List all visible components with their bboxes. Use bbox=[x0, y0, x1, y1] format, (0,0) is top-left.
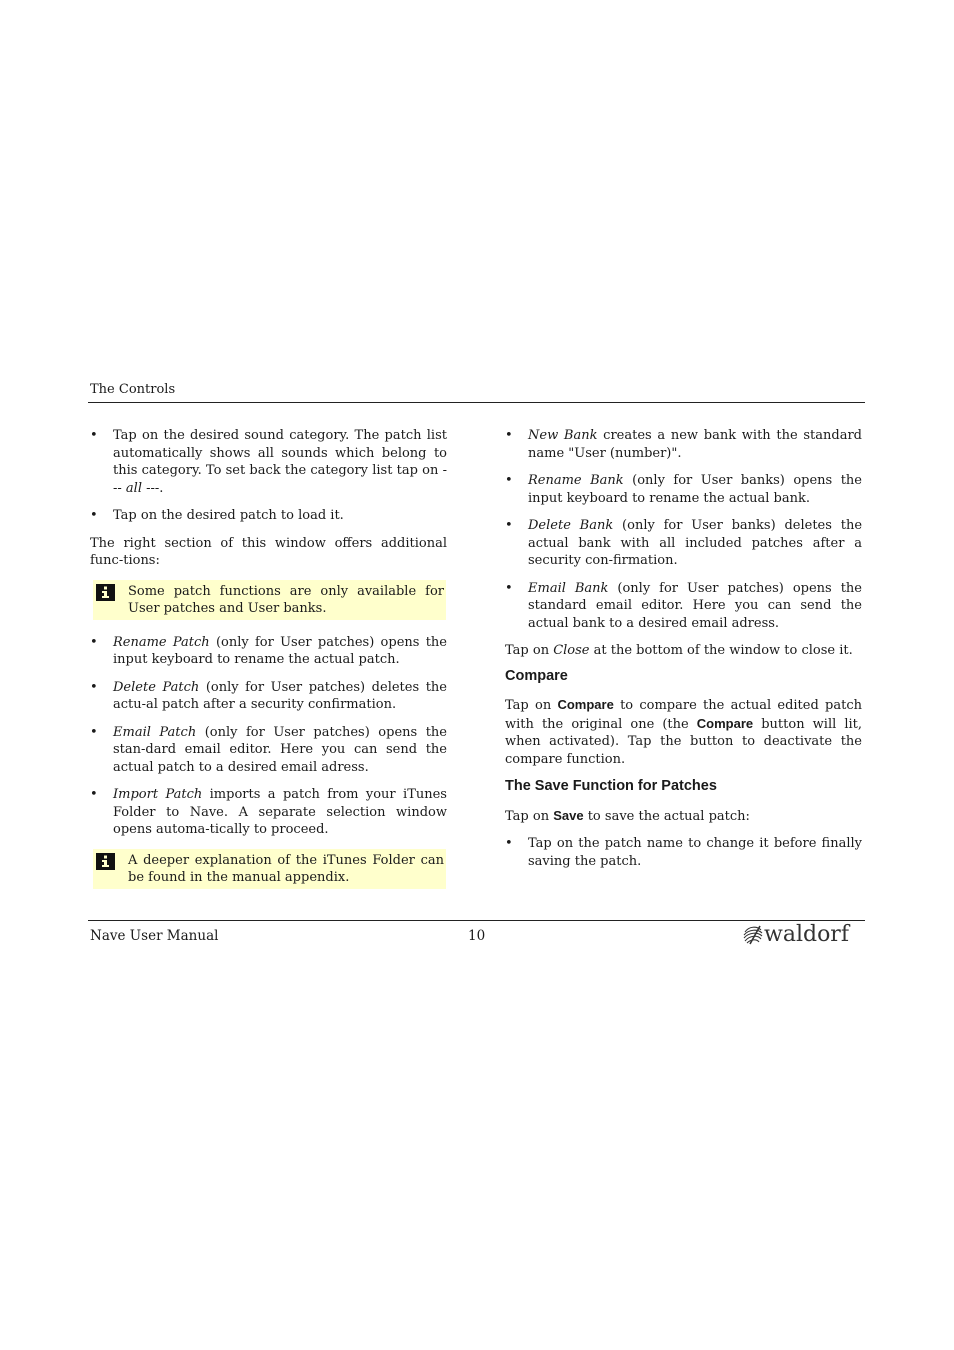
bullet-marker: • bbox=[90, 634, 98, 650]
manual-title: Nave User Manual bbox=[90, 928, 219, 944]
bullet-marker: • bbox=[90, 724, 98, 740]
waldorf-logo-icon bbox=[740, 918, 866, 948]
paragraph: Tap on Close at the bottom of the window to close it. bbox=[505, 643, 853, 658]
bullet-marker: • bbox=[505, 473, 513, 488]
bullet-marker: • bbox=[90, 679, 98, 695]
list-item: • New Bank creates a new bank with the standard name "User (number)". bbox=[505, 428, 862, 461]
list-item: • Email Bank (only for User patches) opens the standard email editor. Here you can send the actual bank to a desired email adress. bbox=[505, 580, 862, 631]
list-item: • Tap on the desired sound category. The patch list automatically shows all sounds which belong to this category. To set back the category list tap on --- all ---. bbox=[90, 428, 447, 496]
left-column bbox=[90, 427, 447, 903]
list-item: • Rename Patch (only for User patches) opens the input keyboard to rename the actual patch. bbox=[90, 634, 447, 667]
svg-text:waldorf: waldorf bbox=[764, 922, 849, 947]
page-number: 10 bbox=[468, 928, 486, 944]
bullet-marker: • bbox=[505, 836, 513, 851]
bullet-marker: • bbox=[505, 518, 513, 533]
bullet-marker: • bbox=[90, 428, 98, 443]
info-icon bbox=[96, 853, 115, 870]
bullet-marker: • bbox=[90, 508, 98, 523]
paragraph: Tap on Save to save the actual patch: bbox=[505, 807, 750, 824]
info-note: Some patch functions are only available for User patches and User banks. bbox=[93, 580, 446, 620]
list-item: • Import Patch imports a patch from your iTunes Folder to Nave. A separate selection window opens automa-tically to proceed. bbox=[90, 787, 447, 837]
list-item: • Delete Bank (only for User banks) deletes the actual bank with all included patches after a security con-firmation. bbox=[505, 518, 863, 568]
section-heading: Compare bbox=[505, 667, 568, 684]
paragraph: Tap on Compare to compare the actual edited patch with the original one (the Compare button will lit, when activated). Tap the button to deactivate the compare function. bbox=[505, 697, 863, 767]
section-heading: The Save Function for Patches bbox=[505, 778, 717, 794]
right-column bbox=[505, 427, 862, 880]
list-item: • Tap on the desired patch to load it. bbox=[90, 508, 344, 523]
list-item: • Email Patch (only for User patches) opens the stan-dard email editor. Here you can send the actual patch to a desired email adress. bbox=[90, 724, 447, 775]
bullet-marker: • bbox=[505, 580, 513, 596]
list-item: • Tap on the patch name to change it before finally saving the patch. bbox=[505, 836, 862, 869]
header-divider bbox=[88, 402, 865, 403]
bullet-marker: • bbox=[505, 428, 513, 443]
section-title: The Controls bbox=[90, 382, 176, 397]
paragraph: The right section of this window offers additional func-tions: bbox=[90, 535, 447, 568]
list-item: • Delete Patch (only for User patches) deletes the actu-al patch after a security confirmation. bbox=[90, 679, 448, 712]
list-item: • Rename Bank (only for User banks) opens the input keyboard to rename the actual bank. bbox=[505, 473, 862, 506]
bullet-marker: • bbox=[90, 787, 98, 802]
info-note: A deeper explanation of the iTunes Folder can be found in the manual appendix. bbox=[93, 849, 446, 889]
info-icon bbox=[96, 584, 115, 601]
